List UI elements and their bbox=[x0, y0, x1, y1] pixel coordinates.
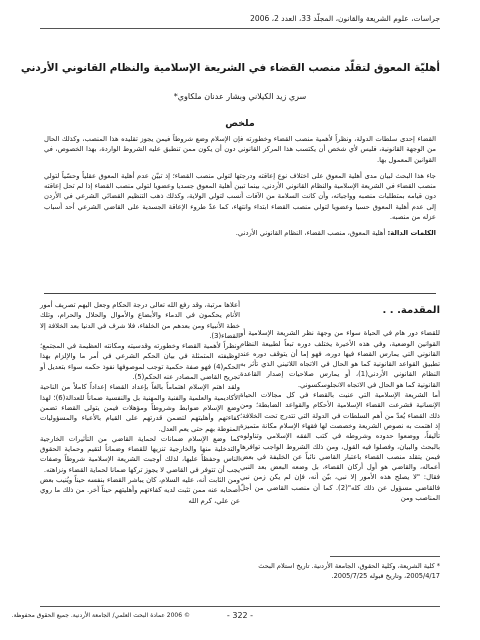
left-column bbox=[40, 300, 240, 506]
abstract-paragraph: جاء هذا البحث لبيان مدى أهلية المعوق على اختلاف نوع إعاقته ودرجتها لتولي منصب القضاء؛ إذ تبيّن عدم أهلية المعوق عقلياً وحسّياً لتولي منصب القضاء في الشريعة الإسلامية والنظام القانوني الأردني، بينما تبين أهلية المعوق جسديا وعضويا لتولي منصب القضاء إذا لم تحل إعاقته دون قيامه بمتطلبات منصبه وواجباته، وأن كانت السلامة من الآفات أنسب لتولي الولاية، وكذلك ذهب التنظيم القضائي الشرعي في الأردن إلى عدم أهلية المعوق حسيا وعضويا لتولي منصب القضاء ابتداء وانتهاء، كما عدّ طروء الإعاقة الجسدية على القاضي الشرعي أحد أسباب عزله من منصبه. bbox=[44, 171, 436, 222]
article-title: أهليّة المعوق لتقلّد منصب القضاء في الشريعة الإسلامية والنظام القانوني الأردني bbox=[20, 62, 440, 74]
body-paragraph: للقضاء دور هام في الحياة سواء من وجهة نظر الشريعة الإسلامية أو القوانين الوضعية، وفي هذه الأخيرة يختلف دوره تبعاً لطبيعة النظام القانوني التي يمارس القضاء فيها دوره، فهو إما أن يتوقف دوره عند تطبيق القواعد القانونية كما هو الحال في الاتجاه اللاتيني الذي تأثر به النظام القانوني الأردني(1)، أو يمارس صلاحيات إصدار القاعدة القانونية كما هو الحال في الاتجاه الانجلوسكسوني. bbox=[240, 329, 441, 389]
right-column bbox=[240, 300, 440, 503]
abstract-paragraph: القضاء إحدى سلطات الدولة، ونظراً لأهمية منصب القضاء وخطورته فإن الإسلام وضع شروطاً فيمن يجوز تقليده هذا المنصب، وكذلك الحال من الوجهة القانونية، فليس لأي شخص أن يكتسب هذا المركز القانوني دون أن يكون ممن تنطبق عليه الشروط الواردة، بهذا الخصوص، في القوانين المعمول بها. bbox=[44, 135, 436, 164]
footer-rule bbox=[40, 606, 440, 607]
abstract-heading: ملخص bbox=[225, 118, 255, 129]
body-paragraph: ولقد اهتم الإسلام اهتماماً بالغاً بإعداد القضاء إعداداً كاملاً من الناحية الأكاديمية والعلمية والفنية والمهنية بل والنفسية ضماناً للعدالة(6)؛ لهذا وضع الإسلام ضوابط وشروطاً ومؤهلات فيمن يتولى القضاء تضمن كفاءتهم وأهليتهم لتضمن قدرتهم على القيام بالأعباء والمسؤوليات المنوطة بهم حتى يعم العدل. bbox=[40, 383, 240, 433]
body-paragraph: ونظراً لأهمية القضاء وخطورته وقدسيته ومكانته العظيمة في المجتمع؛ لوظيفته المتمثلة في بيان الحكم الشرعي في أمر ما والإلزام بهذا الحكم(4) فهو صفة حكمية توجب لموصوفها نفوذ حكمه سواء بتعديل أو تجريح القاضي المصادر عنه الحكم(5). bbox=[40, 342, 240, 382]
keywords-text: أهلية المعوق، منصب القضاء، النظام القانوني الأردني. bbox=[235, 229, 386, 238]
page-number: - 322 - bbox=[226, 611, 254, 620]
abstract-rule bbox=[44, 293, 436, 294]
intro-heading: المقدمة. . . bbox=[382, 305, 440, 316]
keywords-label: الكلمات الدالة: bbox=[387, 229, 436, 238]
abstract-block bbox=[44, 134, 436, 245]
body-paragraph: أعلاها مرتبة، وقد رفع الله تعالى درجة الحكام وجعل اليهم تصريف أمور الأنام يحكمون في الدماء والأبضاع والأموال والحلال والحرام، وتلك خطة الأنبياء ومن بعدهم من الخلفاء، فلا شرف في الدنيا بعد الخلافة إلا القضاء(3). bbox=[40, 301, 240, 340]
running-head: جراسات، علوم الشريعة والقانون، المجلّد 33، العدد 2، 2006 bbox=[250, 14, 440, 23]
article-authors: سري زيد الكيلاني وبشار عدنان ملكاوي* bbox=[173, 92, 307, 101]
body-paragraph: ومن الثابت أنه، عليه السلام، كان يباشر القضاء بنفسه حيناً ويُنيب بعض أصحابه عنه ممن تثبت لديه كفاءتهم وأهليتهم حيناً آخر. من ذلك ما روي عن علي، كرم الله bbox=[40, 476, 240, 505]
keywords-line bbox=[44, 228, 436, 238]
footnote: * كلية الشريعة، وكلية الحقوق، الجامعة الأردنية. تاريخ استلام البحث 2005/4/17، وتاريخ قبوله 2005/7/25. bbox=[258, 562, 440, 580]
header-rule bbox=[40, 28, 440, 29]
body-paragraph: أما الشريعة الإسلامية التي عنيت بالقضاء في كل مجالات الحياة الإنسانية فشرعت القضاء الإسلامية الأحكام والقواعد الضابطة؛ ومن ذلك القضاء يُعدّ من أهم السلطات في الدولة التي تتدرج تحت الخلافة؛ إذ اهتمت به نصوص الشريعة وخصصت لها فقهاء الإسلام مكانة متميزة تأليفاً، ووضعوا حدوده وشروطه في كتب الفقه الإسلامي وتناولوه بالبحث والبيان، وفصلوا فيه القول، ومن ذلك الشروط الواجب توافرها فيمن يتقلد منصب القضاء باعتبار القاضي نائباً عن الخليفة في بعض أعماله، والقاضي هو أول أركان القضاء، بل وضعه البعض بعد النبي فقال: "لا يصلح هذه الأمور إلا نبي، بيّن أنه، فإن لم يكن زمن نبي فالقاضي مسؤول عن ذلك كله"(2). كما أن منصب القاضي من أجلّ المناصب ومن bbox=[240, 391, 440, 503]
body-paragraph: كما وضع الإسلام ضمانات لحماية القاضي من التأثيرات الخارجية والتدخلية منها والخارجية تنزيها للقضاء وضماناً لتقيم وحماية الحقوق الناس وحفظاً عليها، لذلك أوجبت الشريعة الإسلامية شروطاً وصفات يجب أن تتوفر في القاضي لا يجوز تركها ضمانا لحماية القضاء ونزاهته. bbox=[40, 434, 240, 474]
footnote-rule bbox=[330, 556, 440, 557]
copyright-notice: © 2006 عمادة البحث العلمي/ الجامعة الأردنية. جميع الحقوق محفوظة. bbox=[11, 612, 190, 619]
